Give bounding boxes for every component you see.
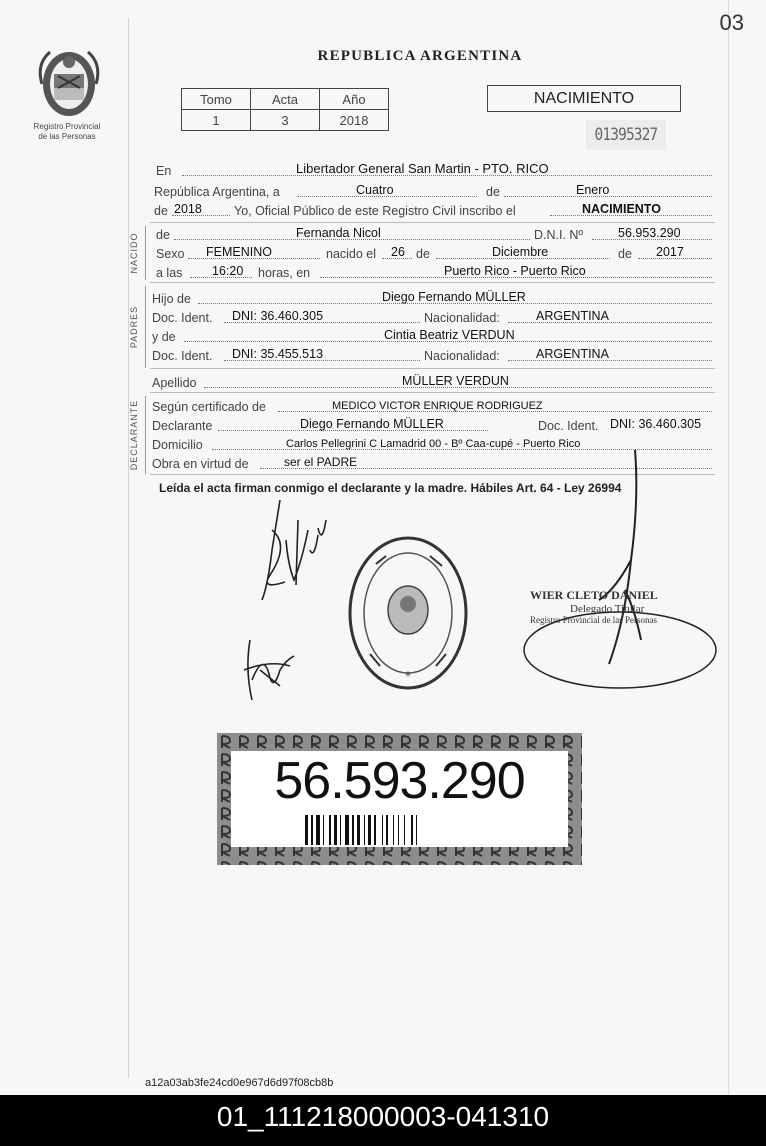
divider <box>150 222 715 223</box>
de-label-2: de <box>618 247 632 261</box>
surname-value: MÜLLER VERDUN <box>402 374 509 388</box>
declarant-address: Carlos Pellegrini C Lamadrid 00 - Bº Caa-cupé - Puerto Rico <box>286 438 581 450</box>
acta-value: 3 <box>251 110 320 131</box>
year-de-label: de <box>154 204 168 218</box>
divider <box>150 282 715 283</box>
declarant-signature-icon <box>250 490 330 605</box>
footer-bar <box>0 1095 766 1146</box>
emblem-label <box>16 122 118 142</box>
mother-doc-label: Doc. Ident. <box>152 349 213 363</box>
mother-label: y de <box>152 330 176 344</box>
record-type-box: NACIMIENTO <box>487 85 681 112</box>
born-section-label: NACIDO <box>129 232 139 274</box>
declarant-label: Declarante <box>152 419 213 433</box>
barcode-number: 56.593.290 <box>274 752 525 810</box>
de-label-1: de <box>416 247 430 261</box>
serial-number: 01395327 <box>586 120 666 150</box>
born-day: 26 <box>391 245 405 259</box>
officer-title: Delegado Titular <box>570 603 645 615</box>
officer-text: Yo, Oficial Público de este Registro Civil inscribo el <box>234 204 516 218</box>
year-value: 2018 <box>174 202 202 216</box>
child-name-line <box>152 226 712 242</box>
child-name: Fernanda Nicol <box>296 226 381 240</box>
certifying-doctor: MEDICO VICTOR ENRIQUE RODRIGUEZ <box>332 400 543 412</box>
place-hours-label: horas, en <box>258 266 311 280</box>
dni-label: D.N.I. Nº <box>534 228 584 242</box>
provincial-emblem-icon <box>36 44 102 120</box>
father-name: Diego Fernando MÜLLER <box>382 290 526 304</box>
father-nat-label: Nacionalidad: <box>424 311 500 325</box>
registry-stamp-icon <box>346 534 470 692</box>
child-dni: 56.953.290 <box>618 226 681 240</box>
divider <box>150 368 715 369</box>
acta-header: Acta <box>251 89 320 110</box>
declarant-doc: DNI: 36.460.305 <box>610 417 702 431</box>
footer-id: 01_111218000003-041310 <box>216 1101 550 1132</box>
address-label: Domicilio <box>152 438 203 452</box>
officer-name: WIER CLETO DANIEL <box>530 588 658 602</box>
declarant-section-label: DECLARANTE <box>129 399 139 471</box>
officer-stamp <box>530 588 700 625</box>
month-value: Enero <box>576 183 610 197</box>
barcode-card <box>231 751 568 847</box>
father-doc: DNI: 36.460.305 <box>232 309 324 323</box>
date-de-label: de <box>486 185 500 199</box>
father-label: Hijo de <box>152 292 191 306</box>
born-year: 2017 <box>656 245 684 259</box>
birth-time: 16:20 <box>212 264 244 278</box>
divider <box>150 392 715 393</box>
act-value: NACIMIENTO <box>582 202 661 216</box>
sex-value: FEMENINO <box>206 245 272 259</box>
certificate-line <box>152 398 712 414</box>
day-value: Cuatro <box>356 183 394 197</box>
time-label: a las <box>156 266 183 280</box>
child-birth-line <box>152 245 712 261</box>
barcode-icon <box>305 815 495 845</box>
anio-header: Año <box>320 89 389 110</box>
date-line <box>152 183 712 199</box>
tomo-header: Tomo <box>182 89 251 110</box>
parents-section-label: PADRES <box>129 305 139 349</box>
mother-nat-label: Nacionalidad: <box>424 349 500 363</box>
margin-line <box>128 18 129 1078</box>
declarant-name: Diego Fernando MÜLLER <box>300 417 444 431</box>
child-name-label: de <box>156 228 170 242</box>
mother-signature-icon <box>240 630 310 710</box>
birth-place: Puerto Rico - Puerto Rico <box>444 264 586 278</box>
year-line <box>152 202 712 218</box>
father-nationality: ARGENTINA <box>536 309 609 323</box>
svg-text:*: * <box>405 669 411 683</box>
mother-name: Cintia Beatriz VERDUN <box>384 328 515 342</box>
mother-nationality: ARGENTINA <box>536 347 609 361</box>
tomo-value: 1 <box>182 110 251 131</box>
table-header-row <box>182 89 389 110</box>
role-label: Obra en virtud de <box>152 457 249 471</box>
declarant-line <box>152 417 712 433</box>
emblem-label-line1: Registro Provincial <box>33 122 101 131</box>
place-value: Libertador General San Martin - PTO. RICO <box>296 161 549 176</box>
father-line <box>152 290 712 306</box>
officer-org: Registro Provincial de las Personas <box>530 615 657 625</box>
mother-line <box>152 328 712 344</box>
certificate-label: Según certificado de <box>152 400 266 414</box>
surname-line <box>152 374 712 390</box>
document-title: REPUBLICA ARGENTINA <box>317 48 523 64</box>
born-label: nacido el <box>326 247 377 261</box>
surname-label: Apellido <box>152 376 197 390</box>
anio-value: 2018 <box>320 110 389 131</box>
born-month: Diciembre <box>492 245 549 259</box>
child-time-line <box>152 264 712 280</box>
page-edge-line <box>728 0 729 1095</box>
place-line <box>152 162 712 178</box>
mother-doc-line <box>152 347 712 363</box>
declarant-doc-label: Doc. Ident. <box>538 419 599 433</box>
page-number: 03 <box>719 10 744 35</box>
book-entry-table <box>181 88 389 131</box>
barcode-label <box>217 733 582 865</box>
mother-doc: DNI: 35.455.513 <box>232 347 324 361</box>
emblem-label-line2: de las Personas <box>38 132 96 141</box>
place-label: En <box>156 164 172 178</box>
table-row <box>182 110 389 131</box>
declarant-role: ser el PADRE <box>284 455 358 469</box>
document-hash: a12a03ab3fe24cd0e967d6d97f08cb8b <box>145 1077 334 1089</box>
father-doc-label: Doc. Ident. <box>152 311 213 325</box>
date-label: República Argentina, a <box>154 185 280 199</box>
sex-label: Sexo <box>156 247 185 261</box>
father-doc-line <box>152 309 712 325</box>
closing-note: Leída el acta firman conmigo el declarante y la madre. Hábiles Art. 64 - Ley 26994 <box>159 481 622 495</box>
